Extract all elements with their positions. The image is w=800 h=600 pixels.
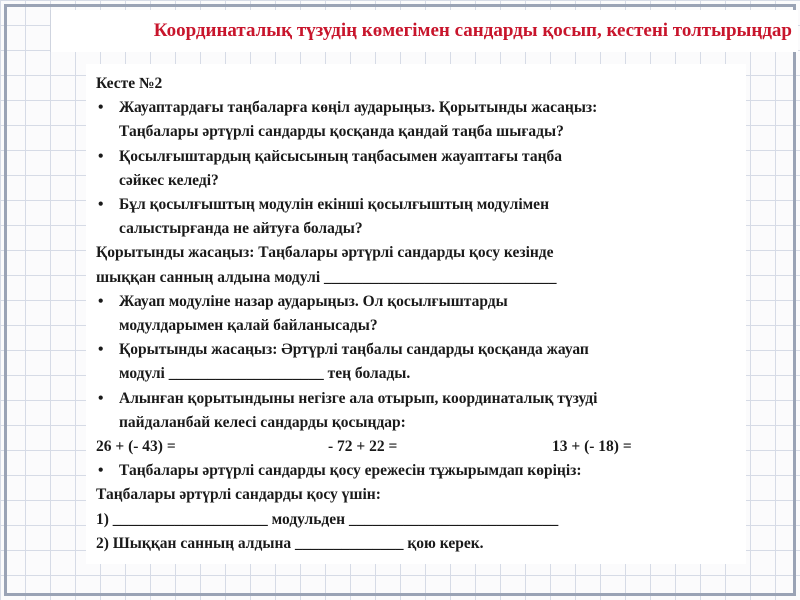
math-exercise: 13 + (- 18) = xyxy=(552,438,632,456)
bullet-line: Қорытынды жасаңыз: Әртүрлі таңбалы сандарды қосқанда жауап xyxy=(119,341,589,359)
bullet-item xyxy=(96,459,736,483)
bullet-line: Бұл қосылғыштың модулін екінші қосылғыштың модулімен xyxy=(119,196,549,214)
bullet-line: Жауаптардағы таңбаларға көңіл аударыңыз. Қорытынды жасаңыз: xyxy=(119,99,598,117)
title-bar xyxy=(50,10,798,52)
bullet-item xyxy=(96,387,736,435)
bullet-icon: • xyxy=(98,389,104,407)
bullet-line: модулі ____________________ тең болады. xyxy=(119,365,411,383)
rule-step-1: 1) ____________________ модульден ___________________________ xyxy=(96,510,559,528)
bullet-icon: • xyxy=(98,292,104,310)
bullet-line: пайдаланбай келесі сандарды қосыңдар: xyxy=(119,413,406,431)
conclusion-blank-line: шыққан санның алдына модулі ______________________________ xyxy=(96,268,557,286)
bullet-icon: • xyxy=(98,341,104,359)
bullet-line: салыстырғанда не айтуға болады? xyxy=(119,220,363,238)
bullet-line: Таңбалары әртүрлі сандарды қосқанда қандай таңба шығады? xyxy=(119,123,564,141)
bullet-icon: • xyxy=(98,147,104,165)
math-exercises xyxy=(96,435,736,459)
content-box xyxy=(86,64,746,564)
bullet-icon: • xyxy=(98,196,104,214)
bullet-line: Жауап модуліне назар аударыңыз. Ол қосылғыштарды xyxy=(119,292,508,310)
bullet-item xyxy=(96,145,736,193)
bullet-item xyxy=(96,193,736,241)
conclusion-line: Қорытынды жасаңыз: Таңбалары әртүрлі сандарды қосу кезінде xyxy=(96,244,554,262)
bullet-icon: • xyxy=(98,99,104,117)
math-exercise: - 72 + 22 = xyxy=(328,438,398,456)
rule-step-2: 2) Шыққан санның алдына ______________ қою керек. xyxy=(96,534,484,552)
bullet-line: сәйкес келеді? xyxy=(119,171,219,189)
bullet-line: модулдарымен қалай байланысады? xyxy=(119,317,378,335)
slide-title: Координаталық түзудің көмегімен сандарды қосып, кестені толтырыңдар xyxy=(153,20,792,41)
bullet-line: Таңбалары әртүрлі сандарды қосу ережесін тұжырымдап көріңіз: xyxy=(119,462,582,480)
math-exercise: 26 + (- 43) = xyxy=(96,438,176,456)
bullet-item xyxy=(96,338,736,386)
bullet-icon: • xyxy=(98,462,104,480)
bullet-item xyxy=(96,290,736,338)
table-heading: Кесте №2 xyxy=(96,75,163,92)
rule-intro: Таңбалары әртүрлі сандарды қосу үшін: xyxy=(96,486,381,504)
bullet-line: Қосылғыштардың қайсысының таңбасымен жауаптағы таңба xyxy=(119,147,563,165)
bullet-line: Алынған қорытындыны негізге ала отырып, координаталық түзуді xyxy=(119,389,598,407)
bullet-item xyxy=(96,96,736,144)
